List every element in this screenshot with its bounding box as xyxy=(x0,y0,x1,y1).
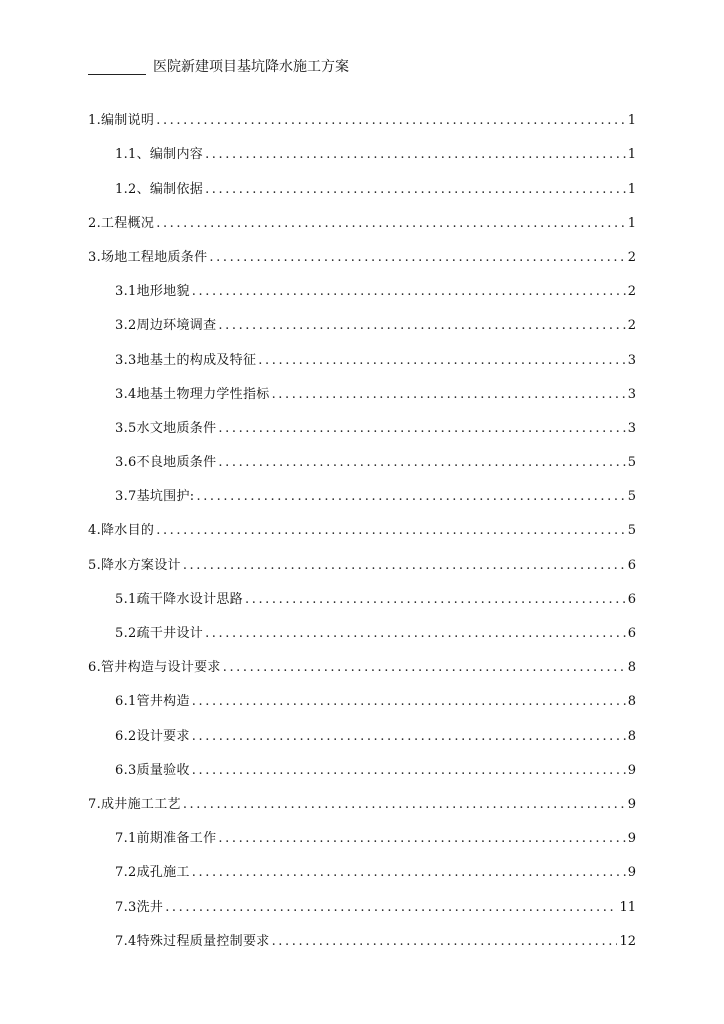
page-header xyxy=(88,58,636,78)
toc-entry-label: 6.3质量验收 xyxy=(115,762,190,778)
toc-entry-label: 3.1地形地貌 xyxy=(115,284,190,300)
toc-entry[interactable] xyxy=(88,644,636,678)
toc-entry[interactable] xyxy=(88,268,636,302)
toc-entry-label: 6.1管井构造 xyxy=(115,694,190,710)
toc-entry-label: 3.2周边环境调查 xyxy=(115,318,217,334)
toc-entry-label: 3.4地基土物理力学性指标 xyxy=(115,386,270,402)
toc-entry-page-number: 2 xyxy=(627,249,636,265)
toc-entry-page-number: 1 xyxy=(627,181,636,197)
toc-entry[interactable] xyxy=(88,200,636,234)
toc-entry[interactable] xyxy=(88,541,636,575)
dot-leader xyxy=(258,351,625,371)
toc-entry[interactable] xyxy=(88,918,636,952)
dot-leader xyxy=(272,932,618,952)
toc-entry[interactable] xyxy=(88,165,636,199)
toc-entry[interactable] xyxy=(88,302,636,336)
toc-entry[interactable] xyxy=(88,507,636,541)
toc-entry-label: 3.5水文地质条件 xyxy=(115,420,217,436)
toc-entry-label: 7.2成孔施工 xyxy=(115,865,190,881)
dot-leader xyxy=(205,624,626,644)
toc-entry-page-number: 8 xyxy=(627,728,636,744)
toc-entry-page-number: 9 xyxy=(627,762,636,778)
toc-entry-label: 4.降水目的 xyxy=(88,523,155,539)
toc-entry-label: 5.1疏干降水设计思路 xyxy=(115,591,243,607)
toc-entry-page-number: 3 xyxy=(627,420,636,436)
dot-leader xyxy=(218,419,625,439)
toc-entry-page-number: 11 xyxy=(619,899,636,915)
toc-entry-label: 7.4特殊过程质量控制要求 xyxy=(115,933,270,949)
toc-entry-page-number: 6 xyxy=(627,626,636,641)
dot-leader xyxy=(196,487,625,507)
header-rule xyxy=(88,74,146,75)
toc-entry-page-number: 12 xyxy=(619,933,636,949)
dot-leader xyxy=(223,658,626,678)
toc-entry-page-number: 6 xyxy=(627,557,636,573)
toc-entry-label: 6.管井构造与设计要求 xyxy=(88,660,221,676)
dot-leader xyxy=(156,214,626,234)
dot-leader xyxy=(192,727,626,747)
toc-entry-label: 7.成井施工工艺 xyxy=(88,796,181,812)
toc-entry-page-number: 8 xyxy=(627,694,636,710)
toc-entry[interactable] xyxy=(88,336,636,370)
toc-entry-page-number: 5 xyxy=(627,455,636,471)
toc-entry[interactable] xyxy=(88,131,636,165)
dot-leader xyxy=(156,521,626,541)
dot-leader xyxy=(245,590,626,610)
toc-entry-label: 7.3洗井 xyxy=(115,899,164,915)
table-of-contents xyxy=(88,97,636,952)
toc-entry-page-number: 9 xyxy=(627,831,636,847)
toc-entry-label: 3.7基坑围护: xyxy=(115,489,195,505)
toc-entry[interactable] xyxy=(88,712,636,746)
toc-entry-page-number: 1 xyxy=(627,113,636,129)
dot-leader xyxy=(192,863,626,883)
dot-leader xyxy=(183,795,626,815)
dot-leader xyxy=(272,385,626,405)
dot-leader xyxy=(209,248,625,268)
toc-entry[interactable] xyxy=(88,371,636,405)
toc-entry-label: 5.降水方案设计 xyxy=(88,557,181,573)
toc-entry[interactable] xyxy=(88,234,636,268)
dot-leader xyxy=(218,453,625,473)
toc-entry[interactable] xyxy=(88,473,636,507)
dot-leader xyxy=(165,898,617,918)
dot-leader xyxy=(192,692,626,712)
dot-leader xyxy=(156,111,626,131)
toc-entry-page-number: 9 xyxy=(627,865,636,881)
dot-leader xyxy=(192,282,626,302)
toc-entry[interactable] xyxy=(88,883,636,917)
toc-entry-label: 3.6不良地质条件 xyxy=(115,455,217,471)
dot-leader xyxy=(218,316,625,336)
toc-entry[interactable] xyxy=(88,576,636,610)
dot-leader xyxy=(183,556,626,576)
toc-entry-page-number: 2 xyxy=(627,318,636,334)
toc-entry[interactable] xyxy=(88,439,636,473)
toc-entry-label: 3.3地基土的构成及特征 xyxy=(115,352,257,368)
toc-entry-label: 2.工程概况 xyxy=(88,215,155,231)
toc-entry-label: 3.场地工程地质条件 xyxy=(88,249,208,265)
toc-entry[interactable] xyxy=(88,678,636,712)
dot-leader xyxy=(205,180,626,200)
toc-entry-page-number: 5 xyxy=(627,523,636,539)
document-title: 医院新建项目基坑降水施工方案 xyxy=(153,59,349,75)
dot-leader xyxy=(205,145,626,165)
toc-entry[interactable] xyxy=(88,849,636,883)
toc-entry-page-number: 3 xyxy=(627,386,636,402)
toc-entry[interactable] xyxy=(88,97,636,131)
toc-entry-page-number: 1 xyxy=(627,147,636,163)
toc-entry[interactable] xyxy=(88,405,636,439)
toc-entry-label: 1.1、编制内容 xyxy=(115,147,204,163)
toc-entry-page-number: 6 xyxy=(627,591,636,607)
toc-entry-page-number: 3 xyxy=(627,352,636,368)
toc-entry[interactable] xyxy=(88,747,636,781)
toc-entry[interactable] xyxy=(88,815,636,849)
toc-entry-label: 6.2设计要求 xyxy=(115,728,190,744)
toc-entry-label: 1.2、编制依据 xyxy=(115,181,204,197)
toc-entry-label: 1.编制说明 xyxy=(88,113,155,129)
toc-entry-label: 5.2疏干井设计 xyxy=(115,626,204,641)
toc-entry-page-number: 2 xyxy=(627,284,636,300)
toc-entry-page-number: 5 xyxy=(627,489,636,505)
toc-entry-label: 7.1前期准备工作 xyxy=(115,831,217,847)
toc-entry-page-number: 8 xyxy=(627,660,636,676)
dot-leader xyxy=(192,761,626,781)
toc-entry[interactable] xyxy=(88,610,636,644)
dot-leader xyxy=(218,829,625,849)
toc-entry-page-number: 9 xyxy=(627,796,636,812)
toc-entry-page-number: 1 xyxy=(627,215,636,231)
toc-entry[interactable] xyxy=(88,781,636,815)
